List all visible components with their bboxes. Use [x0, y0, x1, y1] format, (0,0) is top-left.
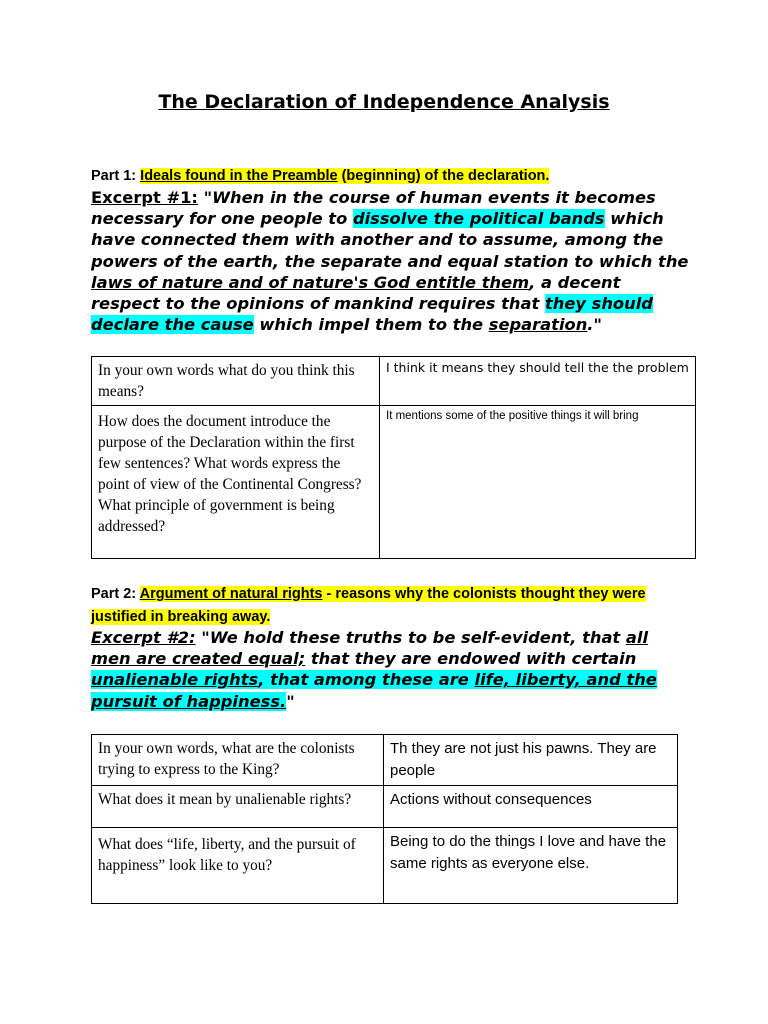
table-row [92, 828, 678, 904]
answer-cell[interactable]: Actions without consequences [384, 786, 678, 828]
excerpt-2-highlight-1: unalienable rights [91, 670, 259, 690]
answer-cell[interactable]: It mentions some of the positive things it will bring [380, 406, 696, 559]
answer-cell[interactable]: Th they are not just his pawns. They are people [384, 735, 678, 786]
part1-heading [91, 165, 549, 188]
part1-prefix: Part 1: [91, 168, 141, 184]
question-cell: In your own words, what are the colonists trying to express to the King? [92, 735, 384, 786]
question-table-2 [91, 734, 678, 904]
table-row [92, 735, 678, 786]
question-cell: How does the document introduce the purpose of the Declaration within the first few sentences? What words express the point of view of the Continental Congress? What principle of government is being addressed? [92, 406, 380, 559]
excerpt-1-text-d: which impel them to the [253, 315, 489, 335]
excerpt-2-highlight-2: , that among these are [258, 670, 475, 690]
excerpt-1-text-b: which have connected them with another and to assume, among the powers of the earth, the separate and equal station to which the [91, 209, 689, 271]
question-table-1 [91, 356, 696, 559]
table-row [92, 786, 678, 828]
excerpt-1-text-e: ." [587, 315, 602, 335]
part2-prefix: Part 2: [91, 586, 140, 602]
excerpt-1-text-a: "When in the course of human events it becomes necessary for one people to [91, 188, 656, 229]
part2-rest: - reasons why the colonists thought they were justified in breaking away. [91, 586, 646, 625]
excerpt-1-highlight-2: they should declare the cause [91, 294, 653, 335]
question-cell: What does it mean by unalienable rights? [92, 786, 384, 828]
excerpt-2-underline-1: all men are created equal; [91, 628, 649, 669]
excerpt-2 [91, 627, 681, 712]
part1-rest: (beginning) of the declaration. [337, 168, 550, 184]
excerpt-2-text-b: that they are endowed with certain [305, 649, 637, 669]
excerpt-1-underline-1: laws of nature and of nature's God entitle them [91, 272, 530, 292]
part2-heading [91, 583, 671, 629]
table-row [92, 357, 696, 406]
excerpt-2-text-c: " [286, 691, 295, 711]
answer-cell[interactable]: Being to do the things I love and have the same rights as everyone else. [384, 828, 678, 904]
excerpt-1 [91, 187, 691, 335]
part2-highlight: Argument of natural rights [139, 586, 323, 602]
excerpt-2-highlight-3: life, liberty, and the pursuit of happiness. [91, 670, 657, 711]
part1-highlight: Ideals found in the Preamble [140, 168, 338, 184]
table-row [92, 406, 696, 559]
question-cell: In your own words what do you think this means? [92, 357, 380, 406]
excerpt-1-highlight-1: dissolve the political bands [352, 209, 605, 229]
answer-cell[interactable]: I think it means they should tell the the problem [380, 357, 696, 406]
page-title: The Declaration of Independence Analysis [158, 91, 610, 113]
excerpt-2-text-a: "We hold these truths to be self-evident, that [195, 628, 626, 647]
question-cell: What does “life, liberty, and the pursuit of happiness” look like to you? [92, 828, 384, 904]
excerpt-1-underline-2: separation [488, 315, 588, 335]
excerpt-1-text-c: , a decent respect to the opinions of mankind requires that [91, 272, 621, 314]
excerpt-1-label: Excerpt #1: [91, 188, 198, 207]
excerpt-2-label: Excerpt #2: [91, 628, 196, 647]
